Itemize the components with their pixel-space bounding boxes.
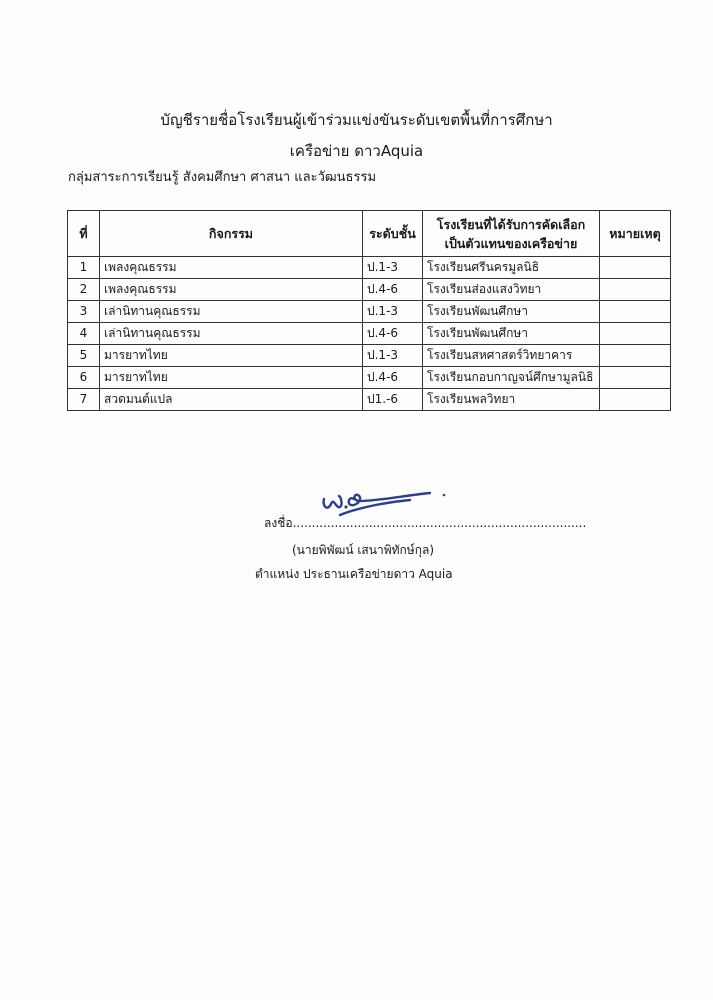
table-row (68, 279, 671, 301)
cell-remark (600, 367, 671, 389)
table-row (68, 345, 671, 367)
cell-activity: เพลงคุณธรรม (100, 279, 363, 301)
table-row (68, 367, 671, 389)
cell-remark (600, 323, 671, 345)
cell-school: โรงเรียนพัฒนศึกษา (423, 323, 600, 345)
table-body (68, 257, 671, 411)
signer-position: ตำแหน่ง ประธานเครือข่ายดาว Aquia (255, 567, 453, 581)
cell-school: โรงเรียนสหศาสตร์วิทยาคาร (423, 345, 600, 367)
cell-no: 7 (68, 389, 100, 411)
table-row (68, 323, 671, 345)
cell-level: ป.1-3 (363, 345, 423, 367)
header-remark: หมายเหตุ (600, 211, 671, 257)
cell-activity: เล่านิทานคุณธรรม (100, 301, 363, 323)
cell-activity: เพลงคุณธรรม (100, 257, 363, 279)
cell-school: โรงเรียนพัฒนศึกษา (423, 301, 600, 323)
cell-no: 2 (68, 279, 100, 301)
signature-strokes (324, 493, 430, 515)
cell-remark (600, 345, 671, 367)
table-row (68, 389, 671, 411)
cell-level: ป.4-6 (363, 323, 423, 345)
header-school: โรงเรียนที่ได้รับการคัดเลือกเป็นตัวแทนของเครือข่าย (423, 211, 600, 257)
cell-no: 6 (68, 367, 100, 389)
cell-school: โรงเรียนส่องแสงวิทยา (423, 279, 600, 301)
cell-activity: สวดมนต์แปล (100, 389, 363, 411)
cell-level: ป.4-6 (363, 279, 423, 301)
cell-level: ป.1-3 (363, 301, 423, 323)
signature-dot-end (443, 494, 446, 497)
cell-level: ป1.-6 (363, 389, 423, 411)
header-no: ที่ (68, 211, 100, 257)
cell-remark (600, 279, 671, 301)
table-header-row (68, 211, 671, 257)
signature-line: ลงชื่อ............................................................................. (264, 516, 587, 530)
header-level: ระดับชั้น (363, 211, 423, 257)
cell-remark (600, 301, 671, 323)
cell-school: โรงเรียนพลวิทยา (423, 389, 600, 411)
cell-no: 5 (68, 345, 100, 367)
cell-remark (600, 389, 671, 411)
school-roster-table (67, 210, 671, 411)
cell-remark (600, 257, 671, 279)
subject-group: กลุ่มสาระการเรียนรู้ สังคมศึกษา ศาสนา และวัฒนธรรม (68, 170, 377, 185)
signature-dot (344, 505, 347, 508)
cell-no: 1 (68, 257, 100, 279)
signer-name: (นายพิพัฒน์ เสนาพิทักษ์กุล) (292, 543, 434, 557)
cell-activity: มารยาทไทย (100, 345, 363, 367)
header-activity: กิจกรรม (100, 211, 363, 257)
cell-no: 4 (68, 323, 100, 345)
cell-school: โรงเรียนกอบกาญจน์ศึกษามูลนิธิ (423, 367, 600, 389)
network-name: เครือข่าย ดาวAquia (289, 142, 424, 160)
table-row (68, 301, 671, 323)
cell-school: โรงเรียนศรีนครมูลนิธิ (423, 257, 600, 279)
cell-activity: มารยาทไทย (100, 367, 363, 389)
document-title: บัญชีรายชื่อโรงเรียนผู้เข้าร่วมแข่งขันระดับเขตพื้นที่การศึกษา (160, 111, 553, 129)
cell-level: ป.4-6 (363, 367, 423, 389)
cell-level: ป.1-3 (363, 257, 423, 279)
cell-no: 3 (68, 301, 100, 323)
cell-activity: เล่านิทานคุณธรรม (100, 323, 363, 345)
table-row (68, 257, 671, 279)
